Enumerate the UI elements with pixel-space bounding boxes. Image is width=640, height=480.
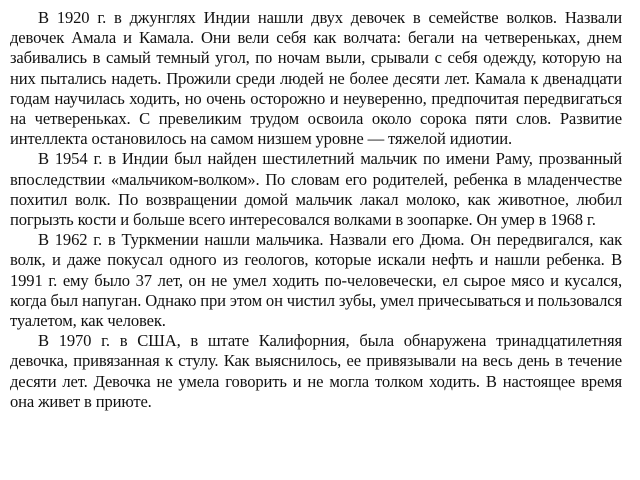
paragraph-3: В 1962 г. в Туркмении нашли мальчика. Назвали его Дюма. Он передвигался, как волк, и даже покусал одного из геологов, которые искали нефть и нашли ребенка. В 1991 г. ему было 37 лет, он не умел ходить по-человечески, ел сырое мясо и кусался, когда был напуган. Однако при этом он чистил зубы, умел причесываться и пользовался туалетом, как человек. [10,230,622,331]
paragraph-4: В 1970 г. в США, в штате Калифорния, была обнаружена тринадцатилетняя девочка, привязанная к стулу. Как выяснилось, ее привязывали на весь день в течение десяти лет. Девочка не умела говорить и не могла толком ходить. В настоящее время она живет в приюте. [10,331,622,411]
document-page [10,8,622,412]
paragraph-2: В 1954 г. в Индии был найден шестилетний мальчик по имени Раму, прозванный впоследствии «мальчиком-волком». По словам его родителей, ребенка в младенчестве похитил волк. По возвращении домой мальчик лакал молоко, как животное, любил погрызть кости и больше всего интересовался волками в зоопарке. Он умер в 1968 г. [10,149,622,230]
paragraph-1: В 1920 г. в джунглях Индии нашли двух девочек в семействе волков. Назвали девочек Амала и Камала. Они вели себя как волчата: бегали на четвереньках, днем забивались в самый темный угол, по ночам выли, срывали с себя одежду, которую на них пытались надеть. Прожили среди людей не более десяти лет. Камала к двенадцати годам научилась ходить, но очень осторожно и неуверенно, предпочитая передвигаться на четвереньках. С превеликим трудом освоила около сорока пяти слов. Развитие интеллекта остановилось на самом низшем уровне — тяжелой идиотии. [10,8,622,149]
